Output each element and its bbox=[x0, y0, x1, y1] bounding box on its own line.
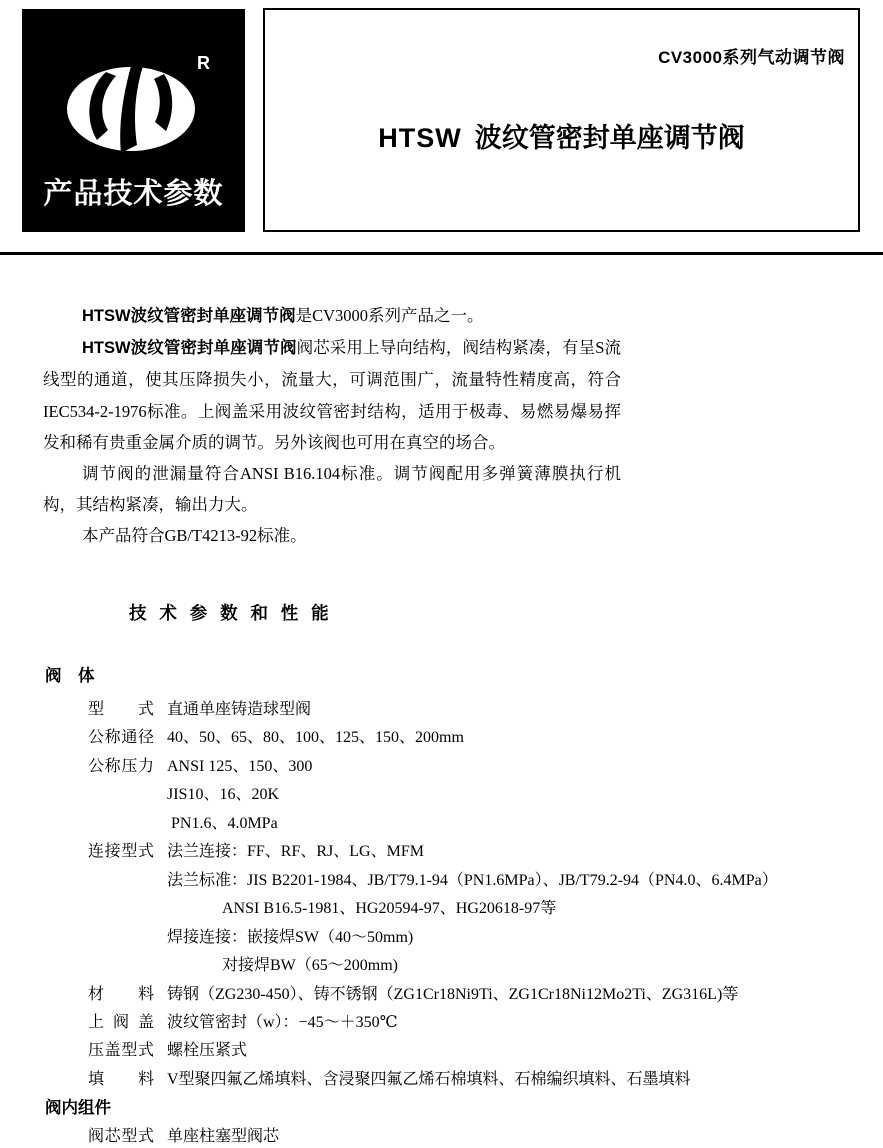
spec-value: 波纹管密封（w）：−45～＋350℃ bbox=[167, 1013, 398, 1031]
spec-value: PN1.6、4.0MPa bbox=[171, 814, 278, 832]
spec-label: 型 式 bbox=[88, 701, 154, 718]
spec-row bbox=[0, 952, 883, 980]
registered-mark: R bbox=[197, 53, 210, 73]
paragraph-text: 本产品符合GB/T4213-92标准。 bbox=[82, 526, 307, 546]
intro-section bbox=[43, 300, 621, 552]
spec-row bbox=[0, 696, 883, 724]
spec-row bbox=[0, 810, 883, 838]
spec-value: 焊接连接：嵌接焊SW（40～50mm) bbox=[167, 928, 414, 946]
title-name: 波纹管密封单座调节阀 bbox=[474, 123, 745, 153]
spec-value: 对接焊BW（65～200mm) bbox=[222, 957, 398, 975]
spec-value: 螺栓压紧式 bbox=[167, 1042, 248, 1060]
spec-value: ANSI B16.5-1981、HG20594-97、HG20618-97等 bbox=[222, 900, 557, 918]
product-name-bold: HTSW波纹管密封单座调节阀 bbox=[82, 307, 296, 325]
spec-label: 材 料 bbox=[88, 985, 154, 1003]
spec-value: 单座柱塞型阀芯 bbox=[167, 1128, 280, 1146]
spec-row bbox=[0, 924, 883, 952]
spec-label bbox=[88, 952, 154, 980]
spec-row bbox=[0, 838, 883, 866]
spec-row bbox=[0, 895, 883, 923]
valve-body-heading: 阀 体 bbox=[45, 667, 95, 685]
spec-value: 铸钢（ZG230-450）、铸不锈钢（ZG1Cr18Ni9Ti、ZG1Cr18Ni12Mo2Ti、ZG316L)等 bbox=[167, 985, 739, 1003]
intro-paragraph bbox=[43, 458, 621, 520]
intro-paragraph bbox=[43, 300, 621, 332]
spec-label: 阀芯型式 bbox=[88, 1128, 154, 1146]
spec-label bbox=[88, 867, 154, 895]
intro-paragraph bbox=[43, 332, 621, 458]
paragraph-text: 是CV3000系列产品之一。 bbox=[295, 306, 484, 325]
spec-label: 公称通径 bbox=[88, 729, 154, 747]
spec-value: ANSI 125、150、300 bbox=[167, 757, 313, 775]
intro-paragraph bbox=[43, 520, 621, 551]
specs-section bbox=[0, 668, 883, 1148]
title-box bbox=[263, 8, 860, 232]
page-title bbox=[265, 120, 858, 156]
spec-label: 上 阀 盖 bbox=[88, 1013, 154, 1031]
spec-row bbox=[0, 753, 883, 781]
logo-caption: 产品技术参数 bbox=[43, 178, 224, 210]
spec-row bbox=[0, 1066, 883, 1094]
company-logo bbox=[22, 9, 245, 232]
spec-label: 压盖型式 bbox=[88, 1042, 154, 1060]
spec-row bbox=[0, 867, 883, 895]
header-rule bbox=[0, 252, 883, 255]
spec-row bbox=[0, 1009, 883, 1037]
spec-label bbox=[88, 924, 154, 952]
product-name-bold: HTSW波纹管密封单座调节阀 bbox=[82, 339, 297, 358]
paragraph-text: 调节阀的泄漏量符合ANSI B16.104标准。调节阀配用多弹簧薄膜执行机构，其结构紧凑，输出力大。 bbox=[43, 464, 621, 515]
spec-row bbox=[0, 1037, 883, 1065]
trim-heading: 阀内组件 bbox=[45, 1099, 111, 1118]
spec-label bbox=[88, 781, 154, 809]
spec-row bbox=[0, 1123, 883, 1148]
spec-label: 填 料 bbox=[88, 1070, 154, 1088]
spec-row bbox=[0, 981, 883, 1009]
spec-value: JIS10、16、20K bbox=[167, 786, 280, 804]
title-model: HTSW bbox=[378, 123, 462, 153]
paragraph-text: 阀芯采用上导向结构，阀结构紧凑，有呈S流线型的通道，使其压降损失小，流量大，可调范围广，流量特性精度高，符合IEC534-2-1976标准。上阀盖采用波纹管密封结构，适用于极毒、易燃易爆易挥发和稀有贵重金属介质的调节。另外该阀也可用在真空的场合。 bbox=[43, 338, 621, 452]
spec-row bbox=[0, 781, 883, 809]
spec-value: 法兰标准：JIS B2201-1984、JB/T79.1-94（PN1.6MPa）、JB/T79.2-94（PN4.0、6.4MPa） bbox=[167, 871, 778, 889]
spec-value: 40、50、65、80、100、125、150、200mm bbox=[167, 729, 464, 747]
spec-label: 连接型式 bbox=[88, 843, 154, 861]
spec-label: 公称压力 bbox=[88, 757, 154, 775]
spec-value: 直通单座铸造球型阀 bbox=[167, 701, 312, 718]
series-label: CV3000系列气动调节阀 bbox=[658, 48, 845, 67]
spec-row bbox=[0, 724, 883, 752]
section-heading: 技 术 参 数 和 性 能 bbox=[129, 603, 333, 623]
spec-value: 法兰连接：FF、RF、RJ、LG、MFM bbox=[167, 843, 424, 861]
spec-value: V型聚四氟乙烯填料、含浸聚四氟乙烯石棉填料、石棉编织填料、石墨填料 bbox=[167, 1070, 691, 1088]
spec-label bbox=[88, 810, 154, 838]
spec-label bbox=[88, 895, 154, 923]
